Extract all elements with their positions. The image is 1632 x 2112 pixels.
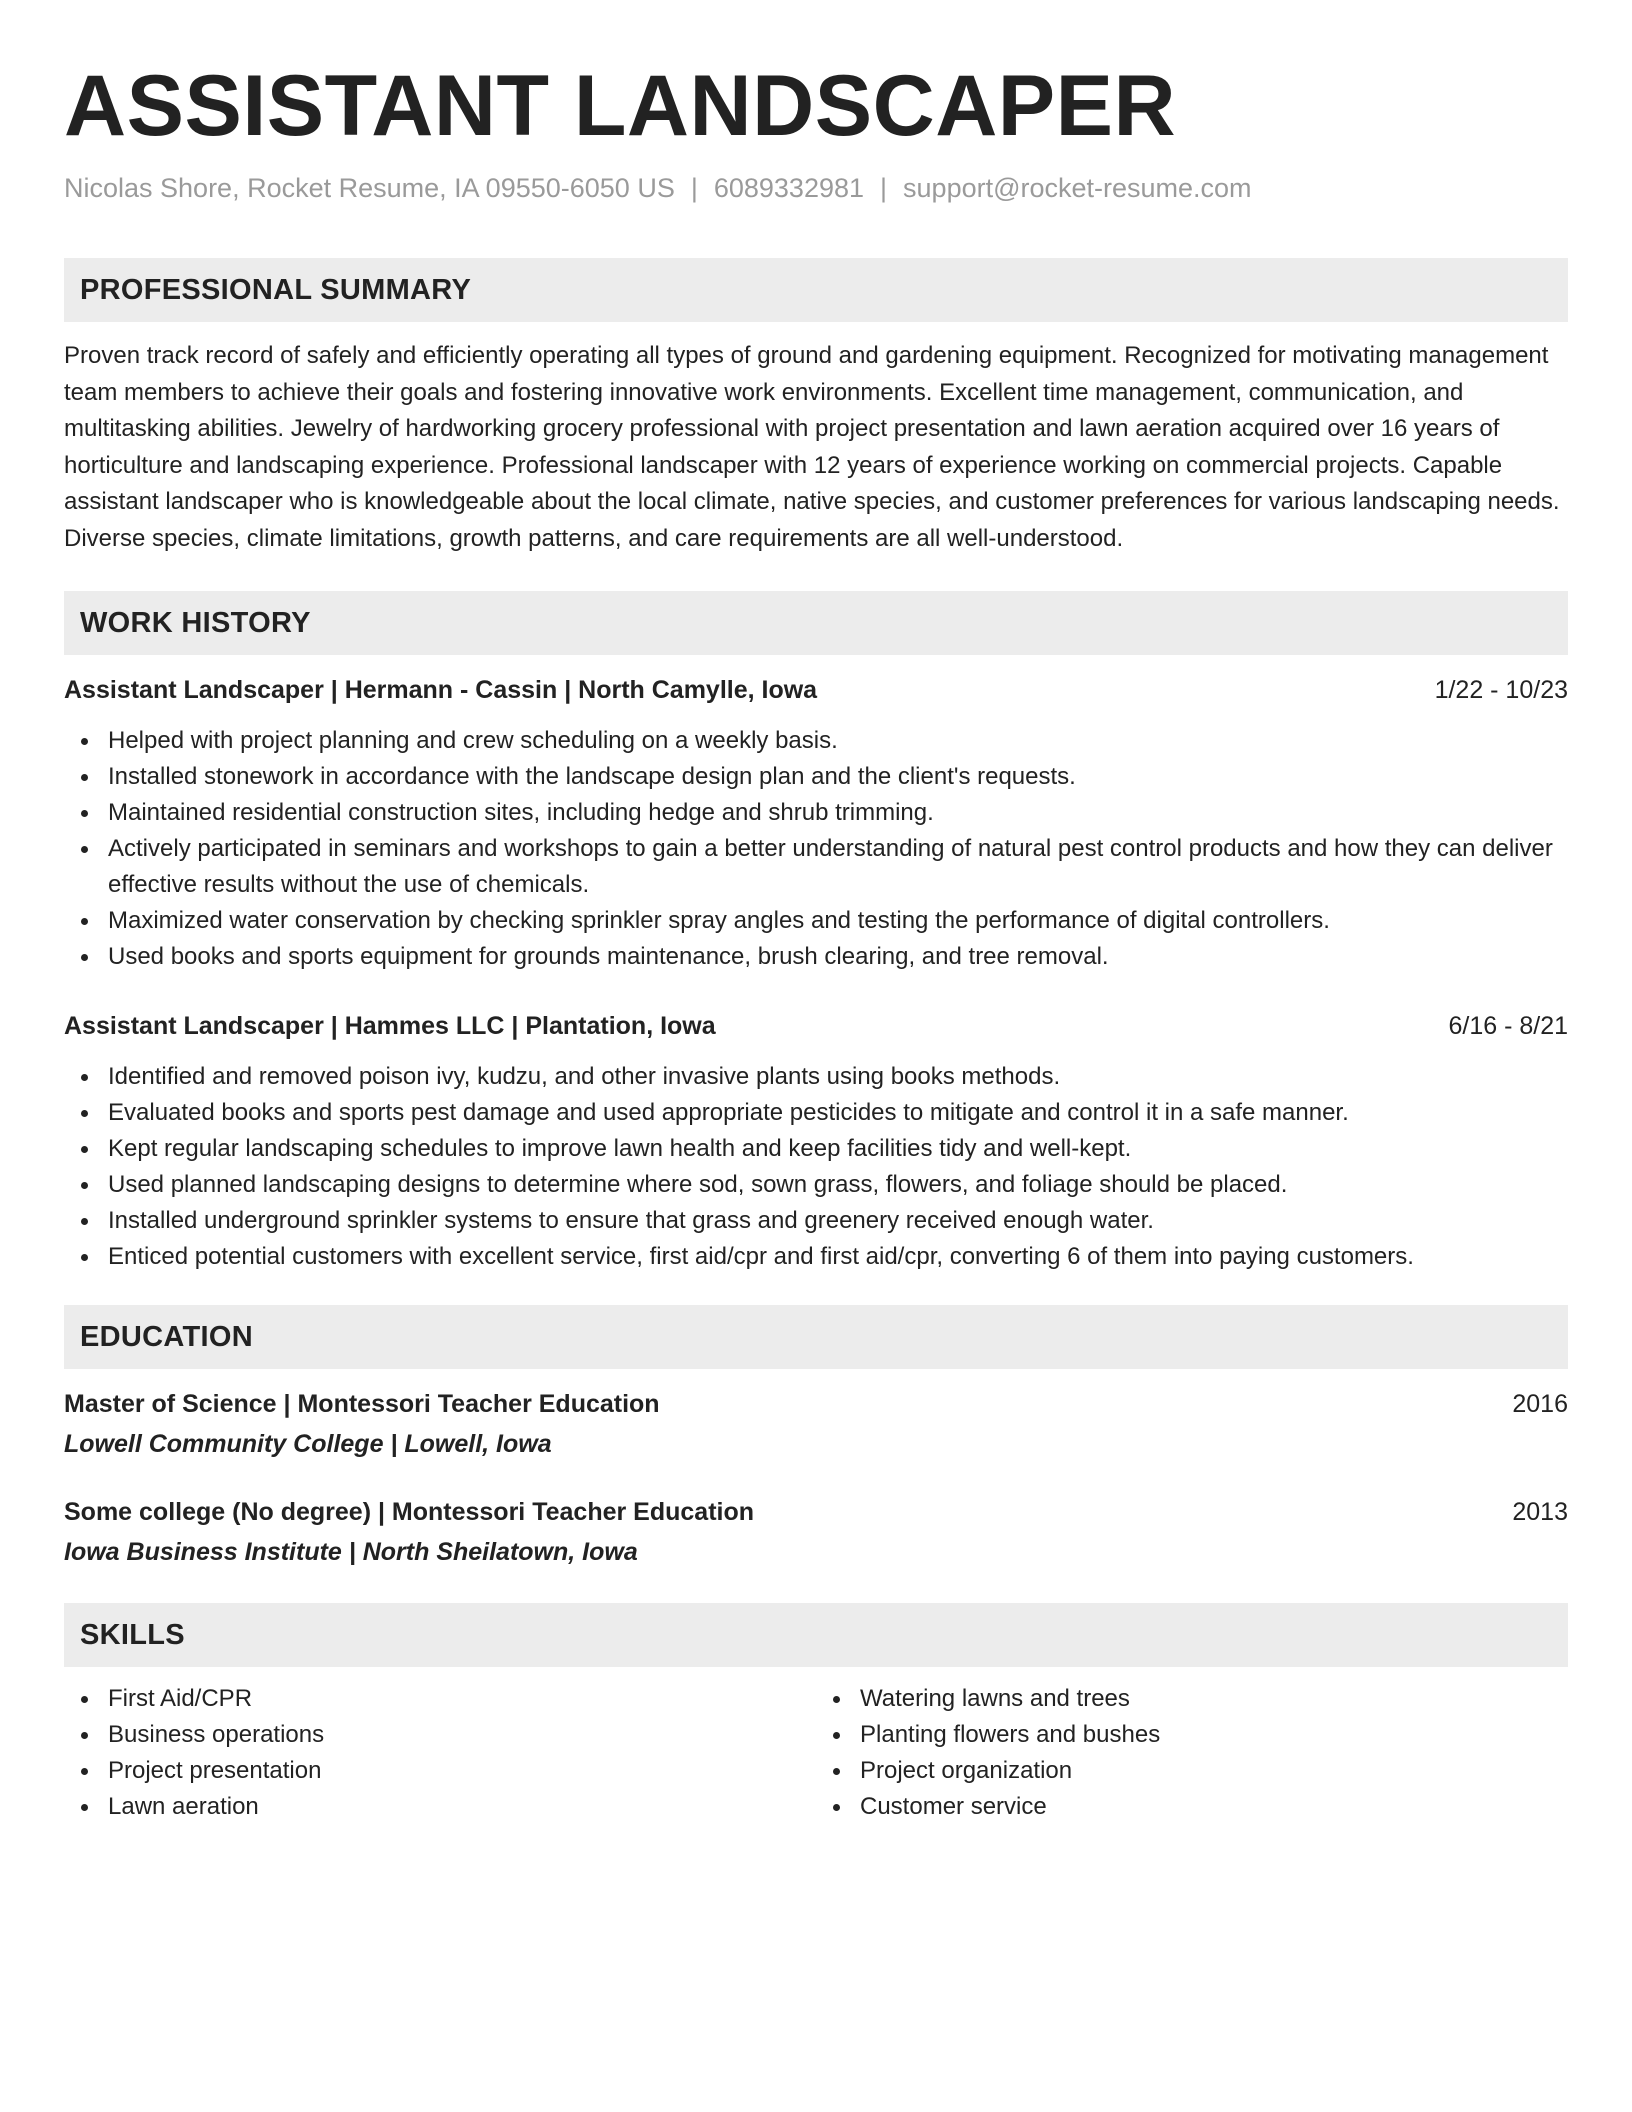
contact-line bbox=[64, 170, 1568, 206]
education-year: 2016 bbox=[1512, 1390, 1568, 1418]
job-bullet: Used books and sports equipment for grounds maintenance, brush clearing, and tree removal. bbox=[108, 939, 1568, 975]
contact-separator: | bbox=[690, 173, 698, 203]
education-degree: Master of Science | Montessori Teacher Education bbox=[64, 1390, 660, 1418]
job-header bbox=[64, 673, 1568, 707]
education-school: Lowell Community College | Lowell, Iowa bbox=[64, 1430, 552, 1458]
skill-item: Watering lawns and trees bbox=[860, 1681, 1568, 1717]
section-heading-summary: PROFESSIONAL SUMMARY bbox=[64, 258, 1568, 322]
skills-column-right bbox=[816, 1681, 1568, 1825]
skills-list bbox=[64, 1681, 816, 1825]
job-title: Assistant Landscaper | Hammes LLC | Plantation, Iowa bbox=[64, 1012, 716, 1040]
skills-list bbox=[816, 1681, 1568, 1825]
job-bullet-list bbox=[64, 1059, 1568, 1275]
contact-separator: | bbox=[880, 173, 888, 203]
section-heading-skills: SKILLS bbox=[64, 1603, 1568, 1667]
job-bullet-list bbox=[64, 723, 1568, 975]
job-bullet: Helped with project planning and crew scheduling on a weekly basis. bbox=[108, 723, 1568, 759]
job-dates: 6/16 - 8/21 bbox=[1448, 1012, 1568, 1040]
job-bullet: Kept regular landscaping schedules to improve lawn health and keep facilities tidy and well-kept. bbox=[108, 1131, 1568, 1167]
contact-phone: 6089332981 bbox=[713, 173, 865, 203]
job-bullet: Actively participated in seminars and workshops to gain a better understanding of natural pest control products and how they can deliver effective results without the use of chemicals. bbox=[108, 831, 1568, 903]
skill-item: Lawn aeration bbox=[108, 1789, 816, 1825]
job-bullet: Used planned landscaping designs to determine where sod, sown grass, flowers, and foliage should be placed. bbox=[108, 1167, 1568, 1203]
education-entry bbox=[64, 1387, 1568, 1461]
job-bullet: Installed underground sprinkler systems to ensure that grass and greenery received enough water. bbox=[108, 1203, 1568, 1239]
job-bullet: Maximized water conservation by checking sprinkler spray angles and testing the performance of digital controllers. bbox=[108, 903, 1568, 939]
skill-item: First Aid/CPR bbox=[108, 1681, 816, 1717]
summary-text: Proven track record of safely and efficiently operating all types of ground and gardening equipment. Recognized for motivating management team members to achieve their goals and fostering innovative work environments. Excellent time management, communication, and multitasking abilities. Jewelry of hardworking grocery professional with project presentation and lawn aeration acquired over 16 years of horticulture and landscaping experience. Professional landscaper with 12 years of experience working on commercial projects. Capable assistant landscaper who is knowledgeable about the local climate, native species, and customer preferences for various landscaping needs. Diverse species, climate limitations, growth patterns, and care requirements are all well-understood. bbox=[64, 342, 1560, 552]
job-bullet: Identified and removed poison ivy, kudzu, and other invasive plants using books methods. bbox=[108, 1059, 1568, 1095]
skill-item: Planting flowers and bushes bbox=[860, 1717, 1568, 1753]
job-dates: 1/22 - 10/23 bbox=[1434, 676, 1568, 704]
skill-item: Business operations bbox=[108, 1717, 816, 1753]
skills-grid bbox=[64, 1681, 1568, 1825]
section-heading-work-history: WORK HISTORY bbox=[64, 591, 1568, 655]
skill-item: Project presentation bbox=[108, 1753, 816, 1789]
education-school: Iowa Business Institute | North Sheilatown, Iowa bbox=[64, 1538, 638, 1566]
skill-item: Project organization bbox=[860, 1753, 1568, 1789]
job-entry bbox=[64, 673, 1568, 975]
job-bullet: Maintained residential construction sites, including hedge and shrub trimming. bbox=[108, 795, 1568, 831]
skills-column-left bbox=[64, 1681, 816, 1825]
section-heading-education: EDUCATION bbox=[64, 1305, 1568, 1369]
education-entry bbox=[64, 1495, 1568, 1569]
job-bullet: Installed stonework in accordance with the landscape design plan and the client's requests. bbox=[108, 759, 1568, 795]
job-title: Assistant Landscaper | Hermann - Cassin | North Camylle, Iowa bbox=[64, 676, 818, 704]
contact-address: Nicolas Shore, Rocket Resume, IA 09550-6050 US bbox=[64, 173, 675, 203]
job-entry bbox=[64, 1009, 1568, 1275]
education-degree: Some college (No degree) | Montessori Teacher Education bbox=[64, 1498, 755, 1526]
skill-item: Customer service bbox=[860, 1789, 1568, 1825]
education-year: 2013 bbox=[1512, 1498, 1568, 1526]
contact-email[interactable]: support@rocket-resume.com bbox=[903, 173, 1252, 203]
job-bullet: Enticed potential customers with excellent service, first aid/cpr and first aid/cpr, converting 6 of them into paying customers. bbox=[108, 1239, 1568, 1275]
education-header bbox=[64, 1387, 1568, 1421]
job-bullet: Evaluated books and sports pest damage and used appropriate pesticides to mitigate and control it in a safe manner. bbox=[108, 1095, 1568, 1131]
education-header bbox=[64, 1495, 1568, 1529]
candidate-title: ASSISTANT LANDSCAPER bbox=[64, 58, 1177, 154]
job-header bbox=[64, 1009, 1568, 1043]
